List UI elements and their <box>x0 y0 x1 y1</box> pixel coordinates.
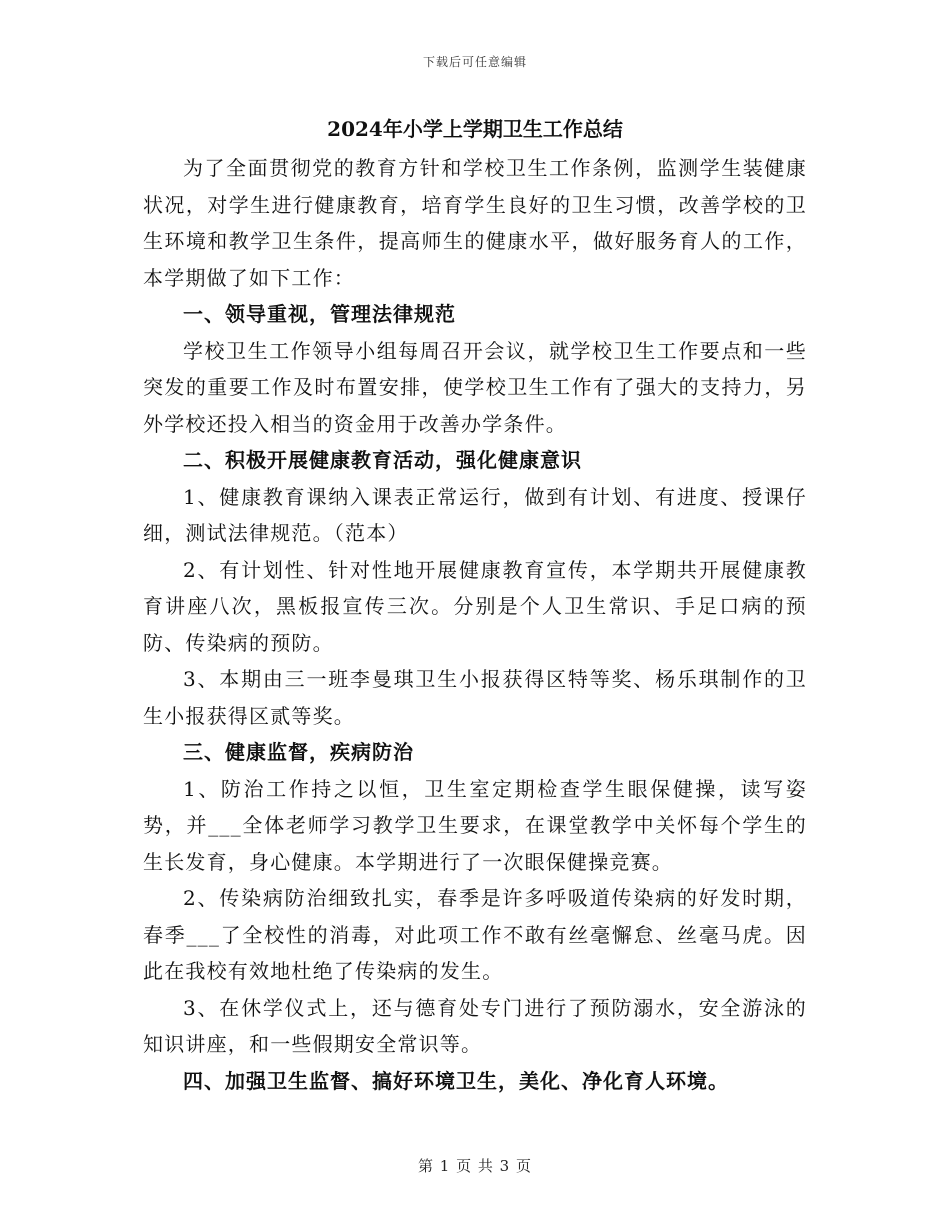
section-1-paragraph-1: 学校卫生工作领导小组每周召开会议，就学校卫生工作要点和一些突发的重要工作及时布置安排，使学校卫生工作有了强大的支持力，另外学校还投入相当的资金用于改善办学条件。 <box>143 338 807 436</box>
section-3-paragraph-3: 3、在休学仪式上，还与德育处专门进行了预防溺水，安全游泳的知识讲座，和一些假期安全常识等。 <box>143 995 807 1056</box>
header-note: 下载后可任意编辑 <box>422 55 527 69</box>
section-3-paragraph-1: 1、防治工作持之以恒，卫生室定期检查学生眼保健操，读写姿势，并___全体老师学习教学卫生要求，在课堂教学中关怀每个学生的生长发育，身心健康。本学期进行了一次眼保健操竞赛。 <box>143 776 807 874</box>
section-heading-3: 三、健康监督，疾病防治 <box>183 740 414 764</box>
section-2-paragraph-1: 1、健康教育课纳入课表正常运行，做到有计划、有进度、授课仔细，测试法律规范。（范本） <box>143 484 807 545</box>
section-2-paragraph-3: 3、本期由三一班李曼琪卫生小报获得区特等奖、杨乐琪制作的卫生小报获得区贰等奖。 <box>143 667 807 728</box>
intro-paragraph: 为了全面贯彻党的教育方针和学校卫生工作条例，监测学生装健康状况，对学生进行健康教育，培育学生良好的卫生习惯，改善学校的卫生环境和教学卫生条件，提高师生的健康水平，做好服务育人的工作，本学期做了如下工作： <box>143 156 807 290</box>
section-heading-1: 一、领导重视，管理法律规范 <box>183 302 456 326</box>
section-3-paragraph-2: 2、传染病防治细致扎实，春季是许多呼吸道传染病的好发时期，春季___了全校性的消毒，对此项工作不敢有丝毫懈怠、丝毫马虎。因此在我校有效地杜绝了传染病的发生。 <box>143 886 807 983</box>
document-body <box>143 112 807 1099</box>
document-title: 2024年小学上学期卫生工作总结 <box>327 117 623 141</box>
section-heading-2: 二、积极开展健康教育活动，强化健康意识 <box>183 448 582 472</box>
page-footer: 第 1 页 共 3 页 <box>418 1157 532 1175</box>
section-2-paragraph-2: 2、有计划性、针对性地开展健康教育宣传，本学期共开展健康教育讲座八次，黑板报宣传三次。分别是个人卫生常识、手足口病的预防、传染病的预防。 <box>143 557 807 655</box>
section-heading-4: 四、加强卫生监督、搞好环境卫生，美化、净化育人环境。 <box>183 1068 729 1093</box>
